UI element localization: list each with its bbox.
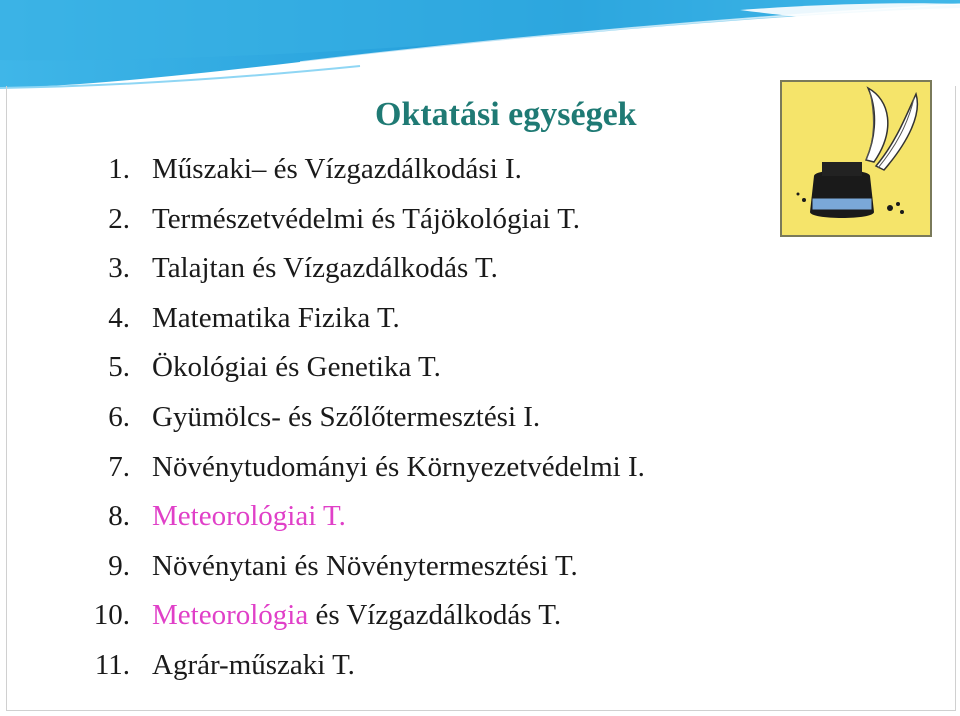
item-text: Gyümölcs- és Szőlőtermesztési I. [152, 400, 541, 433]
slide-title: Oktatási egységek [375, 96, 637, 133]
item-number: 9. [108, 549, 130, 582]
item-text-highlighted: Meteorológiai T. [152, 500, 346, 533]
item-number: 7. [108, 450, 130, 483]
item-number: 1. [108, 153, 130, 185]
item-text: Növénytani és Növénytermesztési T. [152, 549, 578, 582]
blue-wave-banner [0, 0, 960, 90]
item-text-rest: és Vízgazdálkodás T. [308, 599, 562, 632]
item-number: 8. [108, 500, 130, 533]
item-number: 4. [108, 301, 130, 334]
item-text: Műszaki– és Vízgazdálkodási I. [152, 153, 522, 185]
item-text: Agrár-műszaki T. [152, 648, 355, 681]
item-text [152, 591, 561, 641]
item-number: 3. [108, 252, 130, 285]
item-number: 2. [108, 202, 130, 235]
item-text: Növénytudományi és Környezetvédelmi I. [152, 450, 645, 483]
item-text: Ökológiai és Genetika T. [152, 351, 441, 384]
item-text: Talajtan és Vízgazdálkodás T. [152, 252, 498, 285]
item-number: 10. [93, 599, 130, 632]
item-number: 6. [108, 400, 130, 433]
item-number: 11. [94, 648, 130, 681]
item-text: Matematika Fizika T. [152, 301, 400, 334]
item-text-highlighted: Meteorológia [152, 599, 309, 632]
inkwell-with-quills-icon [780, 80, 932, 237]
item-number: 5. [108, 351, 130, 384]
item-text: Természetvédelmi és Tájökológiai T. [152, 202, 581, 235]
